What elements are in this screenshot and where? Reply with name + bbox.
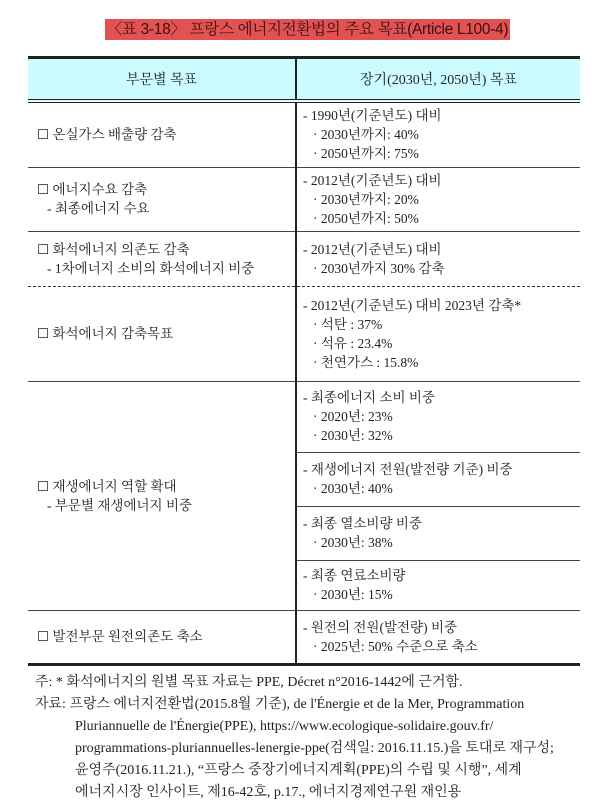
target-basis: - 2012년(기준년도) 대비 <box>303 172 442 188</box>
goal-title: ☐ 화석에너지 의존도 감축 <box>37 241 190 257</box>
sector-goal-cell <box>28 231 296 286</box>
target-basis: - 2012년(기준년도) 대비 <box>303 241 442 257</box>
target-cell <box>296 286 580 381</box>
target-cell <box>296 167 580 231</box>
footnotes <box>35 672 595 804</box>
note-line: 주: * 화석에너지의 원별 목표 자료는 PPE, Décret n°2016-1442에 근거함. <box>35 675 463 690</box>
target-value: · 2030년까지 30% 감축 <box>313 260 445 276</box>
sector-goal-cell <box>28 167 296 231</box>
goal-detail: - 부문별 재생에너지 비중 <box>47 497 193 513</box>
target-value: · 석탄 : 37% <box>313 316 383 332</box>
goal-title: ☐ 에너지수요 감축 <box>37 182 148 197</box>
target-basis: - 재생에너지 전원(발전량 기준) 비중 <box>303 462 513 477</box>
table-row <box>28 167 580 231</box>
goal-detail: - 1차에너지 소비의 화석에너지 비중 <box>47 260 255 276</box>
target-basis: - 최종에너지 소비 비중 <box>303 390 435 405</box>
goal-title: ☐ 온실가스 배출량 감축 <box>37 127 177 143</box>
target-value: · 2030년: 32% <box>313 428 393 443</box>
header-long-term-goals: 장기(2030년, 2050년) 목표 <box>296 58 580 102</box>
table-title: 〈표 3-18〉 프랑스 에너지전환법의 주요 목표(Article L100-4) <box>106 21 509 38</box>
source-line: 윤영주(2016.11.21.), “프랑스 중장기에너지계획(PPE)의 수립 및 시행”, 세계 <box>75 763 522 778</box>
table-caption <box>0 17 615 39</box>
goals-table <box>28 56 580 666</box>
source-line: 자료: 프랑스 에너지전환법(2015.8월 기준), de l'Énergie et de la Mer, Programmation <box>35 697 525 712</box>
goal-title: ☐ 재생에너지 역할 확대 <box>37 478 177 494</box>
target-cell <box>296 560 580 610</box>
target-cell <box>296 506 580 560</box>
table-row <box>28 231 580 286</box>
table-row <box>28 610 580 664</box>
table-row <box>28 101 580 167</box>
target-value: · 석유 : 23.4% <box>313 335 393 351</box>
target-cell <box>296 452 580 506</box>
target-basis: - 1990년(기준년도) 대비 <box>303 108 442 124</box>
target-cell <box>296 101 580 167</box>
source-line: Pluriannuelle de l'Énergie(PPE), https://www.ecologique-solidaire.gouv.fr/ <box>75 719 494 734</box>
goal-title: ☐ 화석에너지 감축목표 <box>37 326 174 341</box>
target-value: · 2030년: 15% <box>313 587 393 602</box>
goal-detail: - 최종에너지 수요 <box>47 201 150 216</box>
sector-goal-cell <box>28 286 296 381</box>
target-cell <box>296 610 580 664</box>
goal-title: ☐ 발전부문 원전의존도 축소 <box>37 629 203 644</box>
target-value: · 2025년: 50% 수준으로 축소 <box>313 638 478 654</box>
target-value: · 천연가스 : 15.8% <box>313 354 419 370</box>
table-header-row <box>28 58 580 102</box>
target-basis: - 최종 연료소비량 <box>303 568 406 583</box>
sector-goal-cell <box>28 381 296 610</box>
sector-goal-cell <box>28 101 296 167</box>
target-value: · 2020년: 23% <box>313 409 393 424</box>
target-basis: - 2012년(기준년도) 대비 2023년 감축* <box>303 297 522 313</box>
target-value: · 2030년: 38% <box>313 535 393 550</box>
target-cell <box>296 231 580 286</box>
table-row <box>28 381 580 452</box>
target-value: · 2050년까지: 50% <box>313 210 419 226</box>
header-sector-goals: 부문별 목표 <box>28 58 296 102</box>
source-line: 에너지시장 인사이트, 제16-42호, p.17., 에너지경제연구원 재인용 <box>75 785 462 800</box>
sector-goal-cell <box>28 610 296 664</box>
target-value: · 2050년까지: 75% <box>313 146 419 162</box>
target-cell <box>296 381 580 452</box>
target-value: · 2030년까지: 20% <box>313 191 419 207</box>
target-value: · 2030년: 40% <box>313 481 393 496</box>
target-basis: - 최종 열소비량 비중 <box>303 516 422 531</box>
target-basis: - 원전의 전원(발전량) 비중 <box>303 619 458 635</box>
table-row <box>28 286 580 381</box>
source-line: programmations-pluriannuelles-lenergie-ppe(검색일: 2016.11.15.)을 토대로 재구성; <box>75 741 554 756</box>
target-value: · 2030년까지: 40% <box>313 127 419 143</box>
